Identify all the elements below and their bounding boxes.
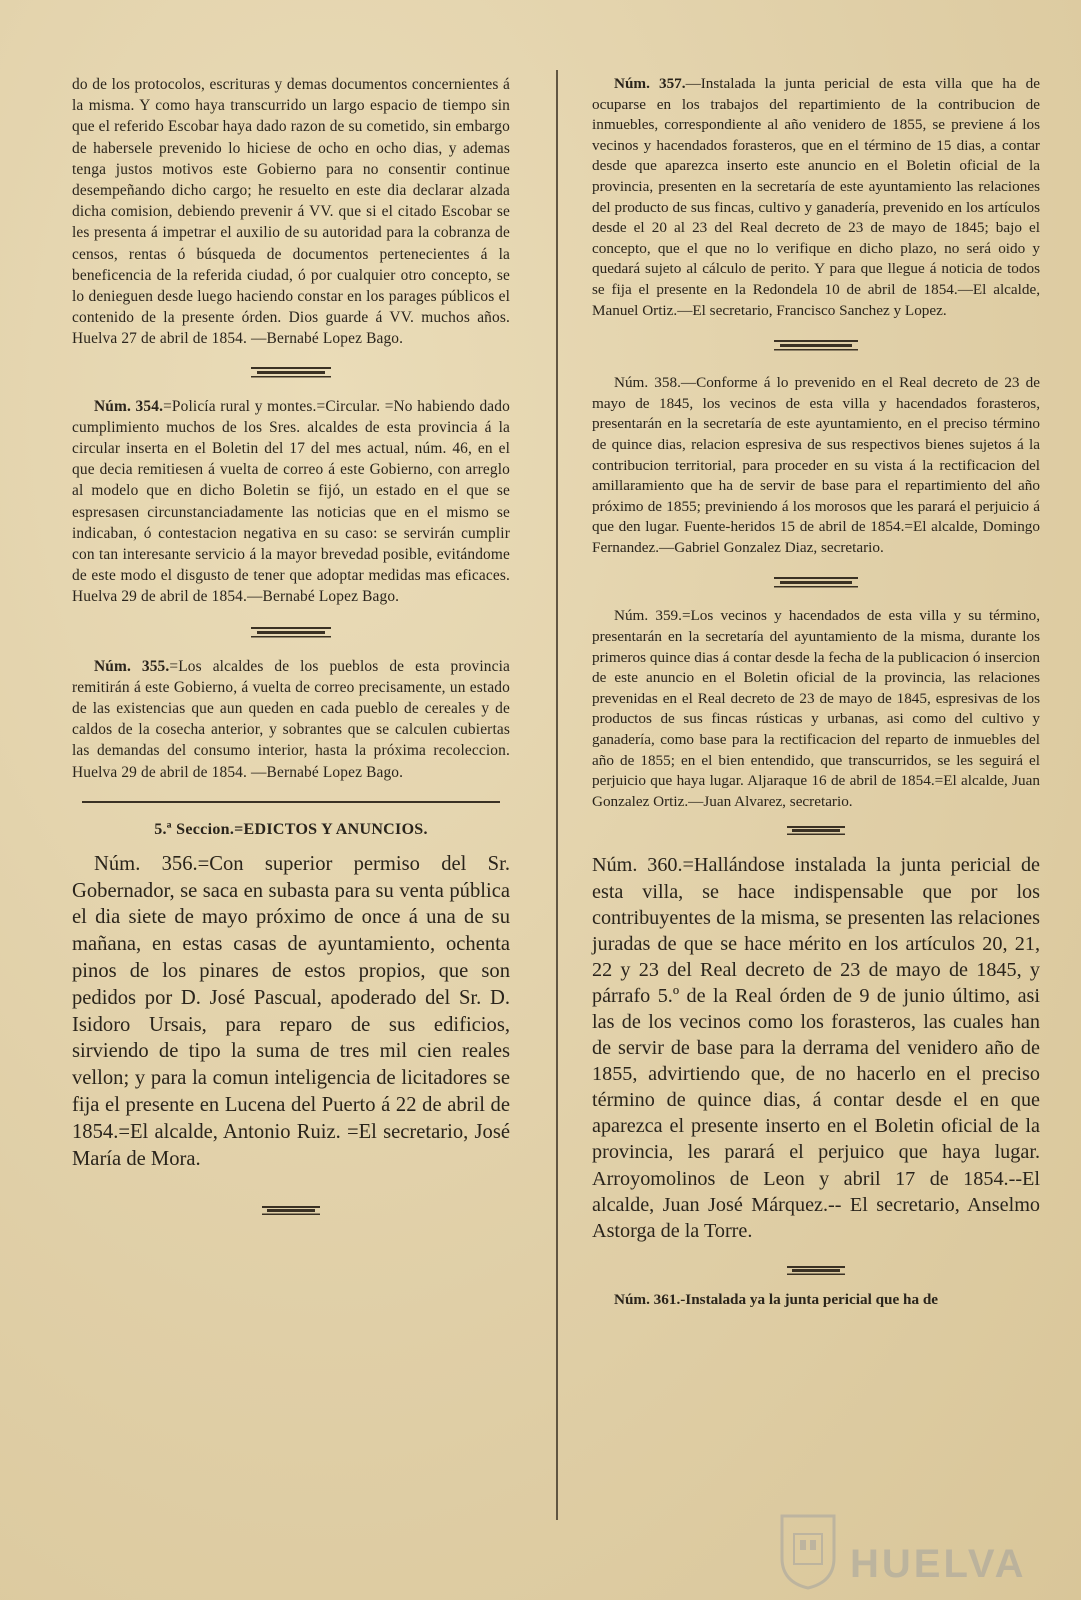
ornament-divider xyxy=(787,824,845,836)
notice-361-text: -Instalada ya la junta pericial que ha de xyxy=(680,1290,939,1308)
notice-361-number: Núm. 361. xyxy=(614,1290,681,1308)
notice-358-number: Núm. 358. xyxy=(614,374,681,392)
ornament-divider xyxy=(251,364,331,378)
ornament-divider xyxy=(787,1264,845,1276)
column-divider xyxy=(556,70,558,1520)
library-watermark xyxy=(776,1508,1066,1592)
notice-354 xyxy=(72,396,510,608)
right-column xyxy=(592,74,1040,1310)
notice-355 xyxy=(72,656,510,783)
notice-359-number: Núm. 359. xyxy=(614,607,682,625)
notice-355-number: Núm. 355. xyxy=(94,657,170,675)
notice-356 xyxy=(72,851,510,1173)
notice-354-text: =Policía rural y montes.=Circular. =No habiendo dado cumplimiento muchos de los Sres. alcaldes de esta provincia á la circular inserta en el Boletin del 17 del mes actual, núm. 46, en el que decia remitiesen á vuelta de correo á este Gobierno, con arreglo al modelo que en dicho Boletin se fijó, un estado en el que se espresasen circunstanciadamente las noticias que en el mismo se indicaban, ó contestacion negativa en su caso: se servirán cumplir con tan interesante servicio á la mayor brevedad posible, evitándome de este modo el disgusto de tener que adoptar medidas mas eficaces. Huelva 29 de abril de 1854.—Bernabé Lopez Bago. xyxy=(72,397,510,606)
notice-360 xyxy=(592,852,1040,1243)
ornament-divider xyxy=(251,624,331,638)
notice-354-number: Núm. 354. xyxy=(94,397,164,415)
notice-357 xyxy=(592,74,1040,321)
left-column xyxy=(72,74,510,1216)
notice-360-number: Núm. 360. xyxy=(592,854,683,877)
ornament-divider xyxy=(774,574,858,588)
seal-icon xyxy=(776,1510,840,1590)
section-rule xyxy=(82,801,500,803)
section-heading: 5.ª Seccion.=EDICTOS Y ANUNCIOS. xyxy=(154,820,428,838)
notice-359 xyxy=(592,606,1040,812)
notice-353-continuation: do de los protocolos, escrituras y demas documentos concernientes á la misma. Y como haya transcurrido un largo espacio de tiempo sin que el referido Escobar haya dado razon de su cometido, sin embargo de habersele prevenido lo hiciese de ocho en ocho dias, y ademas tenga justos motivos este Gobierno para no consentir continue desempeñando dicho cargo; he resuelto en este dia declarar alzada dicha comision, debiendo prevenir á VV. que si el citado Escobar se les presenta á impetrar el auxilio de su autoridad para la cobranza de censos, rentas ó búsqueda de documentos pertenecientes á la beneficencia de la referida ciudad, ó por cualquier otro concepto, se lo denieguen desde luego haciendo constar en los parages públicos el contenido de la presente órden. Dios guarde á VV. muchos años. Huelva 27 de abril de 1854. —Bernabé Lopez Bago. xyxy=(72,76,510,348)
notice-355-text: =Los alcaldes de los pueblos de esta provincia remitirán á este Gobierno, á vuelta de correo precisamente, un estado de las existencias que aun queden en cada pueblo de cereales y de caldos de la cosecha anterior, y sobrantes que se calculen cubiertas las demandas del consumo interior, hasta la próxima recoleccion. Huelva 29 de abril de 1854. —Bernabé Lopez Bago. xyxy=(72,657,510,781)
notice-356-number: Núm. 356. xyxy=(94,852,198,875)
ornament-divider xyxy=(774,337,858,351)
notice-358 xyxy=(592,373,1040,558)
notice-360-text: =Hallándose instalada la junta pericial de esta villa, se hace indispensable que por los contribuyentes de la misma, se presenten las relaciones juradas de que se hace mérito en los artículos 20, 21, 22 y 23 del Real decreto de 23 de mayo de 1845, y párrafo 5.º de la Real órden de 9 de junio último, asi las de los vecinos como los forasteros, las cuales han de servir de base para la derrama del venidero año de 1855, advirtiendo que, de no hacerlo en el preciso término de quince dias, á contar desde el en que aparezca el presente inserto en el Boletin oficial de la provincia, les parará el perjuico que haya lugar. Arroyomolinos de Leon y abril 17 de 1854.--El alcalde, Juan José Márquez.-- El secretario, Anselmo Astorga de la Torre. xyxy=(592,854,1040,1242)
notice-357-number: Núm. 357. xyxy=(614,75,686,92)
notice-356-text: =Con superior permiso del Sr. Gobernador, se saca en subasta para su venta pública el dia siete de mayo próximo de once á una de su mañana, en estas casas de ayuntamiento, ochenta pinos de los pinares de estos propios, que son pedidos por D. José Pascual, apoderado del Sr. D. Isidoro Ursais, para reparo de sus edificios, sirviendo de tipo la suma de tres mil cien reales vellon; y para la comun inteligencia de licitadores se fija el presente en Lucena del Puerto á 22 de abril de 1854.=El alcalde, Antonio Ruiz. =El secretario, José María de Mora. xyxy=(72,852,510,1170)
ornament-divider xyxy=(262,1204,320,1216)
notice-358-text: —Conforme á lo prevenido en el Real decreto de 23 de mayo de 1845, los vecinos de esta villa y hacendados forasteros, presentarán en la secretaría de este ayuntamiento, en el preciso término de quince dias, relacion espresiva de sus respectivos bienes sujetos á la contribucion territorial, para proceder en su vista á la rectificacion del amillaramiento que ha de servir de base para el repartimiento del año próximo de 1855; previniendo á los morosos que les parará el perjuicio á que den lugar. Fuente-heridos 15 de abril de 1854.=El alcalde, Domingo Fernandez.—Gabriel Gonzalez Diaz, secretario. xyxy=(592,374,1040,556)
watermark-label: HUELVA xyxy=(850,1542,1027,1586)
notice-359-text: =Los vecinos y hacendados de esta villa y su término, presentarán en la secretaría del ayuntamiento de la misma, durante los primeros quince dias á contar desde la fecha de la publicacion ó insercion de este anuncio en el Boletin oficial de la provincia, las relaciones prevenidas en el Real decreto de 23 de mayo de 1845, espresivas de los productos de sus fincas rústicas y urbanas, asi como del cultivo y ganadería, como base para la rectificacion del reparto de inmuebles del año de 1855; en el bien entendido, que transcurridos, se les seguirá el perjuicio que haya lugar. Aljaraque 16 de abril de 1854.=El alcalde, Juan Gonzalez Ortiz.—Juan Alvarez, secretario. xyxy=(592,607,1041,810)
notice-361 xyxy=(592,1290,1040,1311)
notice-357-text: —Instalada la junta pericial de esta villa que ha de ocuparse en los trabajos del repartimiento de la contribucion de inmuebles, correspondiente al año venidero de 1855, se previene á los vecinos y hacendados forasteros, que en el término de 15 dias, a contar desde que aparezca inserto este anuncio en el Boletin oficial de la provincia, presenten en la secretaría de este ayuntamiento las relaciones del producto de sus fincas, cultivo y ganadería, prevenido en los artículos desde el 20 al 23 del Real decreto de 23 de mayo de 1845; bajo el concepto, que el que no lo verifique en dicho plazo, no será oido y quedará sujeto al cálculo de perito. Y para que llegue á noticia de todos se fija el presente en la Redondela 10 de abril de 1854.—El alcalde, Manuel Ortiz.—El secretario, Francisco Sanchez y Lopez. xyxy=(592,75,1040,319)
